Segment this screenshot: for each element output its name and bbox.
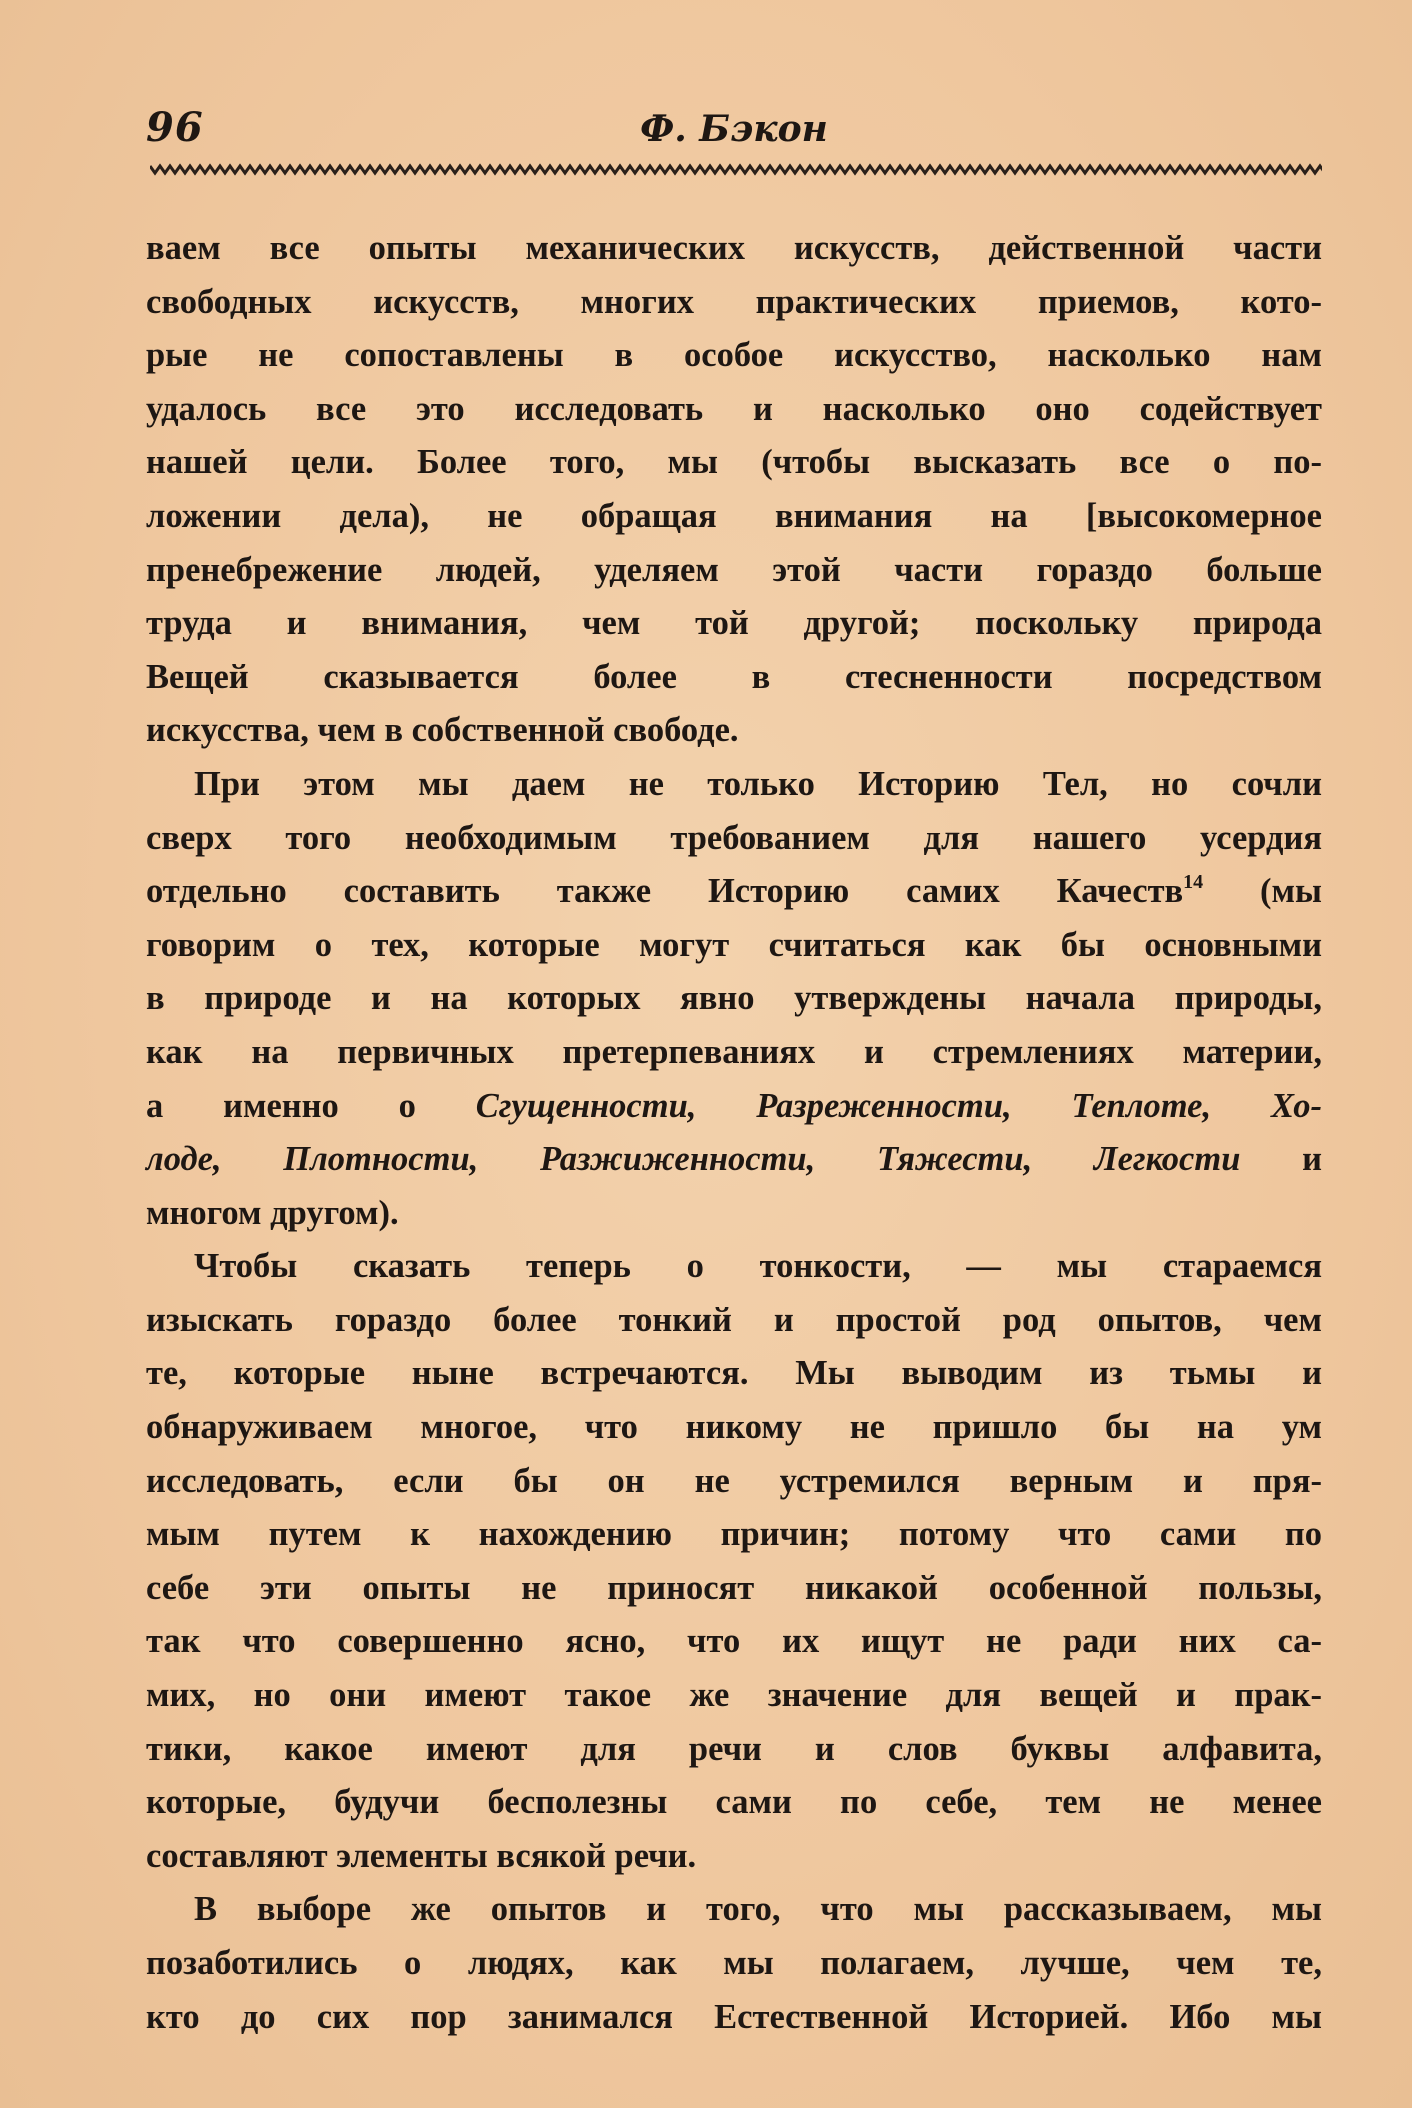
text-fragment: а именно о [146,1086,476,1125]
paragraph-1 [146,222,1322,758]
text-line: удалось все это исследовать и насколько оно содействует [146,389,1322,428]
text-line: ваем все опыты механических искусств, действенной части [146,229,1322,267]
text-line: Вещей сказывается более в стесненности посредством [146,657,1322,696]
text-line: В выборе же опытов и того, что мы рассказываем, мы [194,1890,1322,1929]
text-line: себе эти опыты не приносят никакой особенной пользы, [146,1568,1322,1607]
text-line: нашей цели. Более того, мы (чтобы высказать все о по- [146,443,1322,482]
text-line: исследовать, если бы он не устремился верным и пря- [146,1461,1322,1500]
text-line: труда и внимания, чем той другой; поскольку природа [146,604,1322,643]
italic-terms: лоде, Плотности, Разжиженности, Тяжести, Легкости [146,1140,1241,1179]
text-line: позаботились о людях, как мы полагаем, лучше, чем те, [146,1944,1322,1982]
text-line: сверх того необходимым требованием для нашего усердия [146,818,1322,857]
text-line: в природе и на которых явно утверждены начала природы, [146,979,1322,1018]
text-line: говорим о тех, которые могут считаться как бы основными [146,925,1322,964]
text-line: обнаруживаем многое, что никому не пришло бы на ум [146,1408,1322,1447]
text-line: изыскать гораздо более тонкий и простой род опытов, чем [146,1300,1322,1339]
paragraph-4 [146,1883,1322,2044]
text-line: При этом мы даем не только Историю Тел, но сочли [194,764,1322,803]
text-line [146,865,1322,919]
text-line: те, которые ныне встречаются. Мы выводим из тьмы и [146,1354,1322,1393]
text-line [146,1080,1322,1134]
text-line: составляют элементы всякой речи. [146,1836,697,1875]
text-fragment: (мы [1203,872,1322,911]
text-line: которые, будучи бесполезны сами по себе, тем не менее [146,1783,1322,1822]
text-line [146,1133,1322,1187]
page-header [146,104,1322,164]
text-line: тики, какое имеют для речи и слов буквы алфавита, [146,1729,1322,1768]
running-title: Ф. Бэкон [640,108,828,150]
text-line: Чтобы сказать теперь о тонкости, — мы стараемся [194,1247,1322,1286]
text-line: так что совершенно ясно, что их ищут не ради них са- [146,1622,1322,1661]
text-line: как на первичных претерпеваниях и стремлениях материи, [146,1032,1322,1071]
decorative-rule [150,162,1322,176]
text-fragment: и [1240,1140,1322,1179]
italic-terms: Сгущенности, Разреженности, Теплоте, Хо- [475,1086,1323,1125]
text-line: пренебрежение людей, уделяем этой части гораздо больше [146,550,1322,589]
text-line: искусства, чем в собственной свободе. [146,711,739,750]
footnote-ref: 14 [1183,871,1204,894]
text-line: кто до сих пор занимался Естественной Историей. Ибо мы [146,1997,1322,2036]
text-line: свободных искусств, многих практических приемов, кото- [146,282,1322,321]
text-line: ложении дела), не обращая внимания на [высокомерное [146,496,1322,535]
text-line: рые не сопоставлены в особое искусство, насколько нам [146,336,1322,375]
body-text [146,222,1322,2044]
text-fragment: отдельно составить также Историю самих Качеств [146,872,1184,911]
paragraph-2 [146,758,1322,1240]
page-number: 96 [146,104,204,151]
paragraph-3 [146,1240,1322,1883]
text-line: мих, но они имеют такое же значение для вещей и прак- [146,1676,1322,1715]
text-line: мым путем к нахождению причин; потому что сами по [146,1515,1322,1554]
text-line: многом другом). [146,1193,399,1232]
